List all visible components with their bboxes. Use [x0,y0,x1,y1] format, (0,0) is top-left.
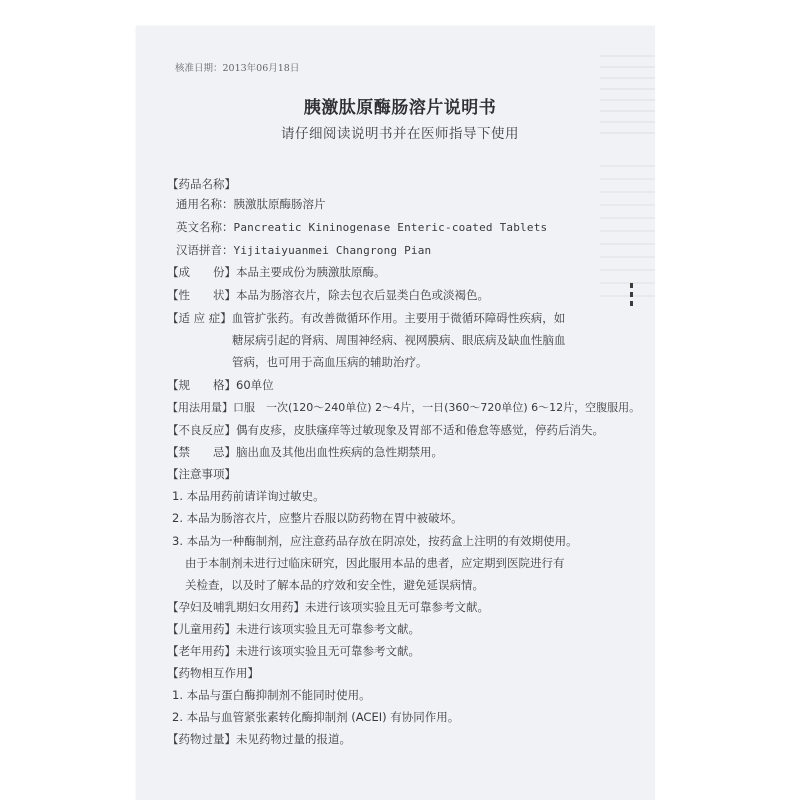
pregnancy-value: 未进行该项实验且无可靠参考文献。 [305,600,489,614]
edge-mark [630,283,633,307]
interactions-header: 【药物相互作用】 [167,666,259,680]
show-through-text [600,165,655,305]
document-subtitle: 请仔细阅读说明书并在医师指导下使用 [281,126,519,142]
pregnancy-row [167,599,489,615]
interaction-item: 2. 本品与血管紧张素转化酶抑制剂 (ACEI) 有协同作用。 [172,710,460,724]
generic-name-value: 胰激肽原酶肠溶片 [233,197,326,211]
contraindications-row [167,444,443,460]
contraindications-value: 脑出血及其他出血性疾病的急性期禁用。 [236,445,443,459]
composition-value: 本品主要成份为胰激肽原酶。 [236,265,386,279]
pediatric-value: 未进行该项实验且无可靠参考文献。 [236,622,420,636]
dosage-value: 口服 一次(120～240单位) 2～4片，一日(360～720单位) 6～12片，空腹服用。 [233,401,641,414]
description-label: 【性 状】 [167,288,236,302]
drug-name-header: 【药品名称】 [167,177,236,191]
precaution-item: 1. 本品用药前请详询过敏史。 [172,489,325,503]
pinyin-name-row [176,242,431,259]
specification-row [167,377,274,393]
pediatric-row [167,621,420,637]
indications-label: 【适 应 症】 [167,311,232,325]
indications-line: 管病，也可用于高血压病的辅助治疗。 [232,355,428,369]
english-name-row [176,219,547,236]
specification-label: 【规 格】 [167,378,236,392]
contraindications-label: 【禁 忌】 [167,445,236,459]
english-name-value: Pancreatic Kininogenase Enteric-coated Tablets [233,221,548,234]
pregnancy-label: 【孕妇及哺乳期妇女用药】 [167,600,305,614]
geriatric-row [167,643,420,659]
precaution-item: 关检查，以及时了解本品的疗效和安全性，避免延误病情。 [185,578,484,592]
indications-line: 糖尿病引起的肾病、周围神经病、视网膜病、眼底病及缺血性脑血 [232,333,566,347]
pinyin-name-label: 汉语拼音： [176,243,234,257]
english-name-label: 英文名称： [176,220,234,234]
composition-row [167,264,386,280]
geriatric-value: 未进行该项实验且无可靠参考文献。 [236,644,420,658]
generic-name-row [176,196,326,212]
dosage-row [167,400,640,416]
composition-label: 【成 份】 [167,265,236,279]
adverse-row [167,422,604,438]
geriatric-label: 【老年用药】 [167,644,236,658]
overdose-label: 【药物过量】 [167,732,236,746]
description-value: 本品为肠溶衣片，除去包衣后显类白色或淡褐色。 [236,288,489,302]
dosage-label: 【用法用量】 [167,401,233,414]
interaction-item: 1. 本品与蛋白酶抑制剂不能同时使用。 [172,688,371,702]
overdose-row [167,731,351,747]
description-row [167,287,489,303]
generic-name-label: 通用名称： [176,197,234,211]
approval-date: 核准日期：2013年06月18日 [175,63,300,74]
precautions-header: 【注意事项】 [167,467,236,481]
indications-line: 血管扩张药。有改善微循环作用。主要用于微循环障碍性疾病，如 [231,311,566,325]
precaution-item: 3. 本品为一种酶制剂，应注意药品存放在阴凉处，按药盒上注明的有效期使用。 [172,534,578,548]
precaution-item: 由于本制剂未进行过临床研究，因此服用本品的患者，应定期到医院进行有 [185,556,565,570]
document-title: 胰激肽原酶肠溶片说明书 [303,98,497,118]
pediatric-label: 【儿童用药】 [167,622,236,636]
pinyin-name-value: Yijitaiyuanmei Changrong Pian [233,244,432,257]
adverse-value: 偶有皮疹，皮肤瘙痒等过敏现象及胃部不适和倦怠等感觉，停药后消失。 [236,423,604,437]
overdose-value: 未见药物过量的报道。 [236,732,351,746]
adverse-label: 【不良反应】 [167,423,236,437]
specification-value: 60单位 [236,378,274,392]
precaution-item: 2. 本品为肠溶衣片，应整片吞服以防药物在胃中被破坏。 [172,511,463,525]
indications-row [167,310,565,326]
